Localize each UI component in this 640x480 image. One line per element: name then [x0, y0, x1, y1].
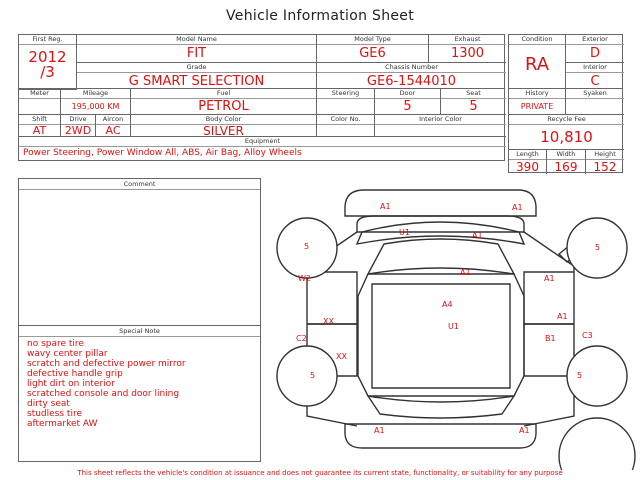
specs-table: [18, 88, 505, 161]
special-note-line: dirty seat: [27, 399, 70, 409]
rear-window-outline: [368, 396, 514, 418]
steering-label: Steering: [317, 89, 374, 99]
exterior-value: D: [589, 46, 600, 61]
damage-mark: A1: [460, 268, 471, 277]
aircon-label: Aircon: [96, 115, 130, 125]
special-note-line: scratched console and door lining: [27, 389, 180, 399]
special-note-box: [18, 325, 261, 462]
equipment-label: Equipment: [19, 137, 506, 147]
exterior-cell: [566, 35, 624, 63]
height-label: Height: [586, 150, 624, 160]
aircon-value: AC: [105, 124, 121, 137]
width-cell: [547, 150, 586, 174]
damage-mark: A1: [544, 274, 555, 283]
chassis-value: GE6-1544010: [366, 74, 457, 89]
cabin-outline: [372, 284, 510, 388]
damage-mark: 5: [595, 243, 601, 252]
special-note-line: scratch and defective power mirror: [27, 359, 186, 369]
body-color-label: Body Color: [131, 115, 316, 125]
first-reg-year: 2012: [28, 48, 67, 66]
spare-tire: [559, 418, 635, 470]
windshield-outline: [368, 239, 514, 274]
special-note-line: light dirt on interior: [27, 379, 115, 389]
meter-cell: [19, 89, 61, 115]
exhaust-value: 1300: [450, 46, 485, 61]
special-note-line: aftermarket AW: [27, 419, 98, 429]
damage-mark: 5: [577, 371, 583, 380]
tire-rear-right: [567, 346, 627, 406]
model-name-cell: [77, 35, 317, 63]
interior-color-cell: [375, 115, 506, 137]
damage-mark: B1: [545, 334, 556, 343]
right-rear-door: [524, 324, 574, 376]
syaken-cell: [566, 89, 624, 115]
first-reg-label: First Reg.: [19, 35, 76, 45]
aircon-cell: [96, 115, 131, 137]
chassis-label: Chassis Number: [317, 63, 506, 73]
length-label: Length: [509, 150, 546, 160]
mileage-value: 195,000 KM: [71, 102, 120, 111]
damage-mark: A1: [519, 426, 530, 435]
grade-label: Grade: [77, 63, 316, 73]
length-value: 390: [516, 160, 539, 174]
condition-label: Condition: [509, 35, 565, 45]
history-value: PRIVATE: [520, 102, 554, 111]
drive-cell: [61, 115, 96, 137]
disclaimer-footer: This sheet reflects the vehicle's condition at issuance and does not guarantee its current state, functionality, or suitability for any purpose: [77, 469, 563, 477]
damage-mark: U1: [399, 228, 410, 237]
model-type-value: GE6: [359, 46, 386, 61]
hood-outline: [357, 216, 524, 232]
damage-mark: U1: [448, 322, 459, 331]
equipment-value: Power Steering, Power Window All, ABS, Air Bag, Alloy Wheels: [23, 148, 302, 158]
damage-mark: C3: [582, 331, 593, 340]
drive-value: 2WD: [64, 124, 92, 137]
interior-cell: [566, 63, 624, 90]
color-no-label: Color No.: [317, 115, 374, 125]
exhaust-label: Exhaust: [429, 35, 506, 45]
first-reg-month: /3: [40, 63, 55, 81]
exterior-label: Exterior: [566, 35, 624, 45]
damage-mark: W2: [298, 274, 311, 283]
model-type-cell: [317, 35, 429, 63]
fuel-cell: [131, 89, 317, 115]
special-note-list: [19, 337, 260, 429]
first-reg-cell: [19, 35, 77, 90]
door-cell: [375, 89, 441, 115]
damage-mark: 5: [310, 371, 316, 380]
width-label: Width: [547, 150, 585, 160]
seat-cell: [441, 89, 506, 115]
vehicle-info-table: [18, 34, 505, 89]
length-cell: [509, 150, 547, 174]
syaken-label: Syaken: [566, 89, 624, 99]
damage-mark: A1: [472, 231, 483, 240]
body-color-value: SILVER: [203, 124, 244, 138]
model-type-label: Model Type: [317, 35, 428, 45]
fuel-label: Fuel: [131, 89, 316, 99]
recycle-fee-label: Recycle Fee: [509, 115, 624, 125]
grade-cell: [77, 63, 317, 90]
mileage-cell: [61, 89, 131, 115]
interior-label: Interior: [566, 63, 624, 73]
damage-mark: XX: [323, 317, 334, 326]
grade-value: G SMART SELECTION: [128, 74, 265, 89]
special-note-line: wavy center pillar: [27, 349, 108, 359]
door-label: Door: [375, 89, 440, 99]
fuel-value: PETROL: [198, 99, 249, 114]
condition-table: [508, 34, 623, 89]
damage-mark: A1: [380, 202, 391, 211]
special-note-label: Special Note: [19, 326, 260, 337]
damage-mark: XX: [336, 352, 347, 361]
interior-value: C: [590, 74, 600, 89]
seat-label: Seat: [441, 89, 506, 99]
meter-label: Meter: [19, 89, 60, 99]
door-value: 5: [403, 99, 412, 114]
model-name-label: Model Name: [77, 35, 316, 45]
front-bumper-outline: [345, 190, 536, 216]
special-note-line: studless tire: [27, 409, 82, 419]
hood-center: [357, 222, 524, 244]
steering-cell: [317, 89, 375, 115]
drive-label: Drive: [61, 115, 95, 125]
condition-value: RA: [524, 54, 550, 75]
height-cell: [586, 150, 624, 174]
damage-mark: A1: [374, 426, 385, 435]
damage-mark: A1: [512, 203, 523, 212]
condition-cell: [509, 35, 566, 90]
body-color-cell: [131, 115, 317, 137]
equipment-cell: [19, 137, 506, 162]
history-cell: [509, 89, 566, 115]
shift-value: AT: [32, 124, 47, 137]
comment-label: Comment: [19, 179, 260, 190]
tire-rear-left: [277, 346, 337, 406]
color-no-cell: [317, 115, 375, 137]
shift-cell: [19, 115, 61, 137]
history-label: History: [509, 89, 565, 99]
height-value: 152: [593, 160, 617, 174]
interior-color-label: Interior Color: [375, 115, 506, 125]
damage-mark: C2: [296, 334, 307, 343]
special-note-line: no spare tire: [27, 339, 84, 349]
chassis-cell: [317, 63, 506, 90]
roof-outline: [358, 274, 524, 396]
exhaust-cell: [429, 35, 506, 63]
mileage-label: Mileage: [61, 89, 130, 99]
history-table: [508, 88, 623, 173]
width-value: 169: [554, 160, 578, 174]
seat-value: 5: [469, 99, 478, 114]
damage-mark: A4: [442, 300, 453, 309]
shift-label: Shift: [19, 115, 60, 125]
damage-mark: A1: [557, 312, 568, 321]
model-name-value: FIT: [186, 46, 207, 61]
sheet-title: Vehicle Information Sheet: [226, 8, 414, 24]
recycle-fee-cell: [509, 115, 624, 150]
special-note-line: defective handle grip: [27, 369, 123, 379]
recycle-fee-value: 10,810: [540, 128, 593, 146]
damage-mark: 5: [304, 242, 310, 251]
comment-box: [18, 178, 261, 326]
